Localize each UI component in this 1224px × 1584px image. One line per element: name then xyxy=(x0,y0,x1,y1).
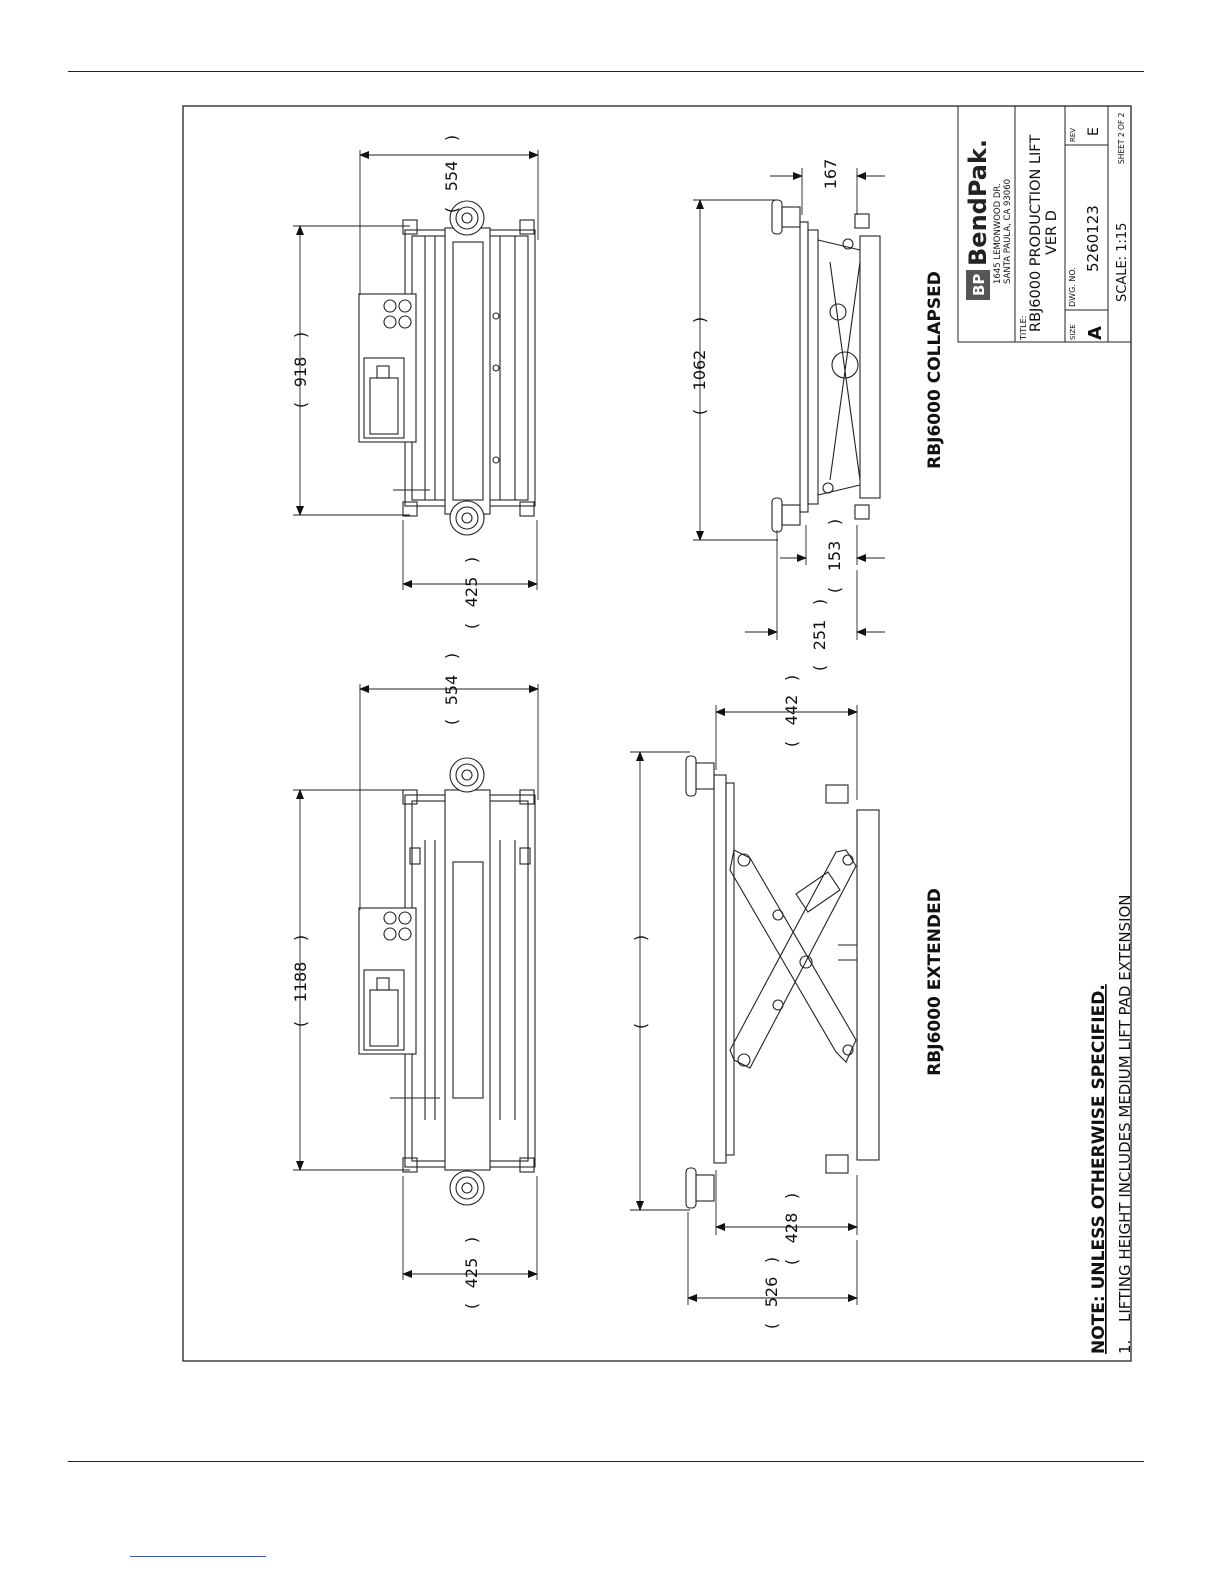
svg-text:(: ( xyxy=(782,740,801,748)
dim-collapsed-top-width: 554 xyxy=(442,160,461,192)
svg-text:): ) xyxy=(810,598,829,606)
extended-view-label: RBJ6000 EXTENDED xyxy=(925,888,945,1076)
svg-text:(: ( xyxy=(631,1022,650,1030)
svg-text:(: ( xyxy=(291,401,310,409)
svg-text:): ) xyxy=(462,1236,481,1244)
svg-text:): ) xyxy=(782,1192,801,1200)
address-line-1: 1645 LEMONWOOD DR. xyxy=(993,183,1003,284)
dim-extended-side-526: 526 xyxy=(762,1276,781,1308)
dim-extended-top-depth: 425 xyxy=(462,1257,481,1289)
svg-text:(: ( xyxy=(782,1258,801,1266)
collapsed-side-view xyxy=(772,200,880,532)
svg-text:(: ( xyxy=(810,664,829,672)
svg-text:): ) xyxy=(291,934,310,942)
svg-text:(: ( xyxy=(690,408,709,416)
svg-text:): ) xyxy=(291,331,310,339)
address-line-2: SANTA PAULA, CA 93060 xyxy=(1003,178,1013,284)
dim-collapsed-side-length: 1062 xyxy=(690,349,709,391)
drawing-title: RBJ6000 PRODUCTION LIFT xyxy=(1028,134,1044,332)
svg-text:(: ( xyxy=(825,586,844,594)
dim-extended-top-length: 1188 xyxy=(291,961,310,1003)
svg-text:): ) xyxy=(462,556,481,564)
rev-value: E xyxy=(1086,127,1102,136)
size-value: A xyxy=(1085,326,1106,340)
size-label: SIZE xyxy=(1069,324,1077,340)
svg-text:): ) xyxy=(782,674,801,682)
svg-text:(: ( xyxy=(291,1020,310,1028)
svg-text:(: ( xyxy=(762,1322,781,1330)
collapsed-top-view xyxy=(359,201,535,535)
svg-text:): ) xyxy=(825,518,844,526)
dim-extended-side-428: 428 xyxy=(782,1212,801,1244)
dwg-no-value: 5260123 xyxy=(1084,205,1102,272)
rev-label: REV xyxy=(1069,127,1077,142)
dim-collapsed-side-height: 167 xyxy=(821,158,840,190)
note-item-text: LIFTING HEIGHT INCLUDES MEDIUM LIFT PAD EXTENSION xyxy=(1116,894,1134,1322)
extended-side-view xyxy=(686,756,879,1208)
svg-text:(: ( xyxy=(462,622,481,630)
scale-text: SCALE: 1:15 xyxy=(1115,222,1130,302)
dim-extended-side-442: 442 xyxy=(782,694,801,726)
dim-collapsed-top-length: 918 xyxy=(291,356,310,388)
svg-text:): ) xyxy=(442,134,461,142)
sheet-text: SHEET 2 OF 2 xyxy=(1117,112,1126,164)
dim-collapsed-side-153: 153 xyxy=(825,540,844,572)
collapsed-view-label: RBJ6000 COLLAPSED xyxy=(925,271,945,469)
dim-collapsed-side-251: 251 xyxy=(810,619,829,651)
drawing-title-version: VER D xyxy=(1044,210,1060,255)
svg-text:(: ( xyxy=(442,206,461,214)
note-heading: NOTE: UNLESS OTHERWISE SPECIFIED. xyxy=(1089,984,1109,1354)
bendpak-logo xyxy=(964,139,992,300)
svg-text:(: ( xyxy=(462,1302,481,1310)
svg-text:): ) xyxy=(442,652,461,660)
dim-collapsed-top-depth: 425 xyxy=(462,576,481,608)
svg-text:): ) xyxy=(762,1256,781,1264)
logo-letters: BP xyxy=(970,273,988,296)
svg-text:(: ( xyxy=(442,718,461,726)
dwg-no-label: DWG. NO. xyxy=(1068,267,1077,307)
company-name: BendPak. xyxy=(964,138,992,266)
note-item-number: 1. xyxy=(1116,1339,1134,1354)
svg-text:): ) xyxy=(690,316,709,324)
svg-text:): ) xyxy=(631,934,650,942)
title-label: TITLE: xyxy=(1019,315,1028,340)
dim-extended-top-width: 554 xyxy=(442,674,461,706)
extended-top-view xyxy=(359,758,535,1205)
